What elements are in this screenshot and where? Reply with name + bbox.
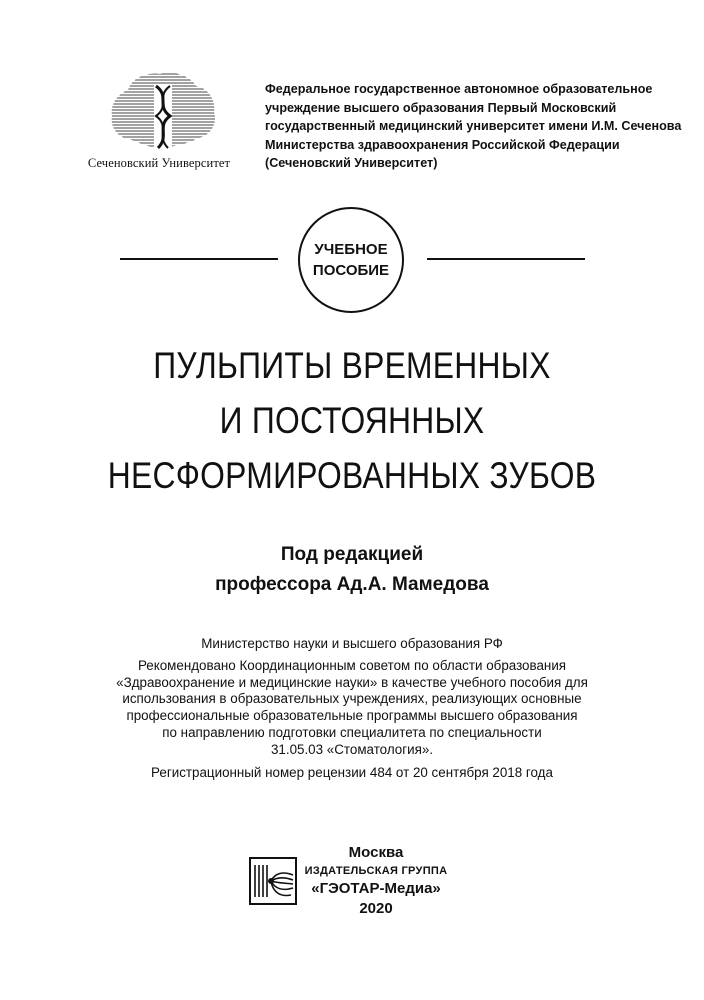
recommendation-block [60, 636, 644, 781]
publisher-info [296, 843, 456, 919]
institution-line: Министерства здравоохранения Российской Федерации [265, 137, 620, 152]
recommendation-line: профессиональные образовательные программы высшего образования [126, 708, 578, 724]
recommendation-line: использования в образовательных учреждениях, реализующих основные [122, 691, 582, 707]
divider-right [427, 258, 585, 260]
publisher-city: Москва [348, 844, 404, 861]
recommendation-line: по направлению подготовки специалитета по специальности [162, 724, 542, 740]
book-title [84, 338, 621, 503]
sechenov-tree-dna-icon [108, 70, 218, 150]
institution-line: Федеральное государственное автономное образовательное [265, 82, 653, 96]
divider-left [120, 258, 278, 260]
university-logo [68, 70, 248, 180]
publication-year: 2020 [359, 900, 393, 917]
institution-line: государственный медицинский университет имени И.М. Сеченова [265, 119, 682, 134]
textbook-badge [298, 207, 404, 313]
recommendation-line: Рекомендовано Координационным советом по области образования [137, 657, 567, 673]
editor-line: профессора Ад.А. Мамедова [215, 574, 489, 595]
book-title-line: НЕСФОРМИРОВАННЫХ ЗУБОВ [107, 455, 597, 496]
publisher-name: «ГЭОТАР-Медиа» [311, 880, 441, 897]
ministry-line: Министерство науки и высшего образования РФ [201, 636, 503, 651]
institution-line: (Сеченовский Университет) [265, 156, 438, 171]
editor-line: Под редакцией [280, 544, 424, 565]
geotar-media-logo-icon [249, 857, 297, 905]
badge-line: УЧЕБНОЕ [314, 241, 388, 258]
institution-name [265, 80, 682, 173]
book-title-line: И ПОСТОЯННЫХ [219, 400, 485, 441]
editor-credit [40, 540, 664, 600]
publisher-group: ИЗДАТЕЛЬСКАЯ ГРУППА [304, 865, 448, 877]
institution-line: учреждение высшего образования Первый Московский [265, 100, 617, 115]
book-title-line: ПУЛЬПИТЫ ВРЕМЕННЫХ [153, 345, 551, 386]
badge-line: ПОСОБИЕ [312, 262, 390, 279]
recommendation-line: «Здравоохранение и медицинские науки» в качестве учебного пособия для [116, 674, 588, 690]
university-logo-caption: Сеченовский Университет [87, 156, 231, 170]
recommendation-line: 31.05.03 «Стоматология». [270, 741, 434, 757]
registration-line: Регистрационный номер рецензии 484 от 20 сентября 2018 года [151, 764, 553, 780]
